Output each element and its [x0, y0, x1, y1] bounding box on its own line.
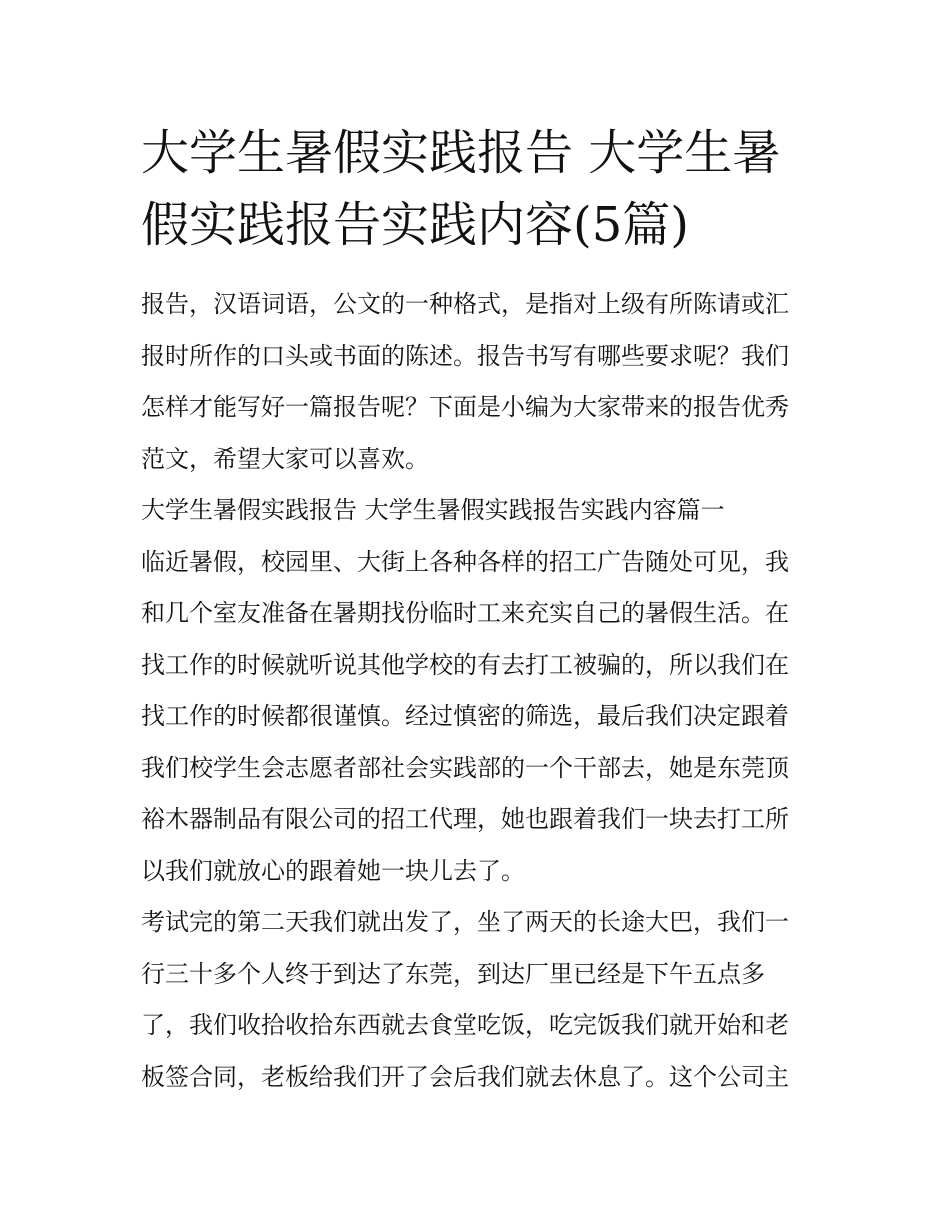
section-heading: 大学生暑假实践报告 大学生暑假实践报告实践内容篇一 — [141, 496, 725, 524]
document-body — [141, 279, 811, 1103]
document-content — [141, 117, 811, 1103]
document-title: 大学生暑假实践报告 大学生暑假实践报告实践内容(5篇) — [141, 125, 781, 253]
body-paragraph-1: 临近暑假，校园里、大街上各种各样的招工广告随处可见，我和几个室友准备在暑期找份临时工来充实自己的暑假生活。在找工作的时候就听说其他学校的有去打工被骗的，所以我们在找工作的时候都很谨慎。经过慎密的筛选，最后我们决定跟着我们校学生会志愿者部社会实践部的一个干部去，她是东莞顶裕木器制品有限公司的招工代理，她也跟着我们一块去打工所以我们就放心的跟着她一块儿去了。 — [141, 547, 789, 885]
intro-paragraph: 报告，汉语词语，公文的一种格式，是指对上级有所陈请或汇报时所作的口头或书面的陈述。报告书写有哪些要求呢？我们怎样才能写好一篇报告呢？下面是小编为大家带来的报告优秀范文，希望大家可以喜欢。 — [141, 290, 789, 473]
body-paragraph-2: 考试完的第二天我们就出发了，坐了两天的长途大巴，我们一行三十多个人终于到达了东莞，到达厂里已经是下午五点多了，我们收拾收拾东西就去食堂吃饭，吃完饭我们就开始和老板签合同，老板给我们开了会后我们就去休息了。这个公司主 — [141, 908, 789, 1091]
